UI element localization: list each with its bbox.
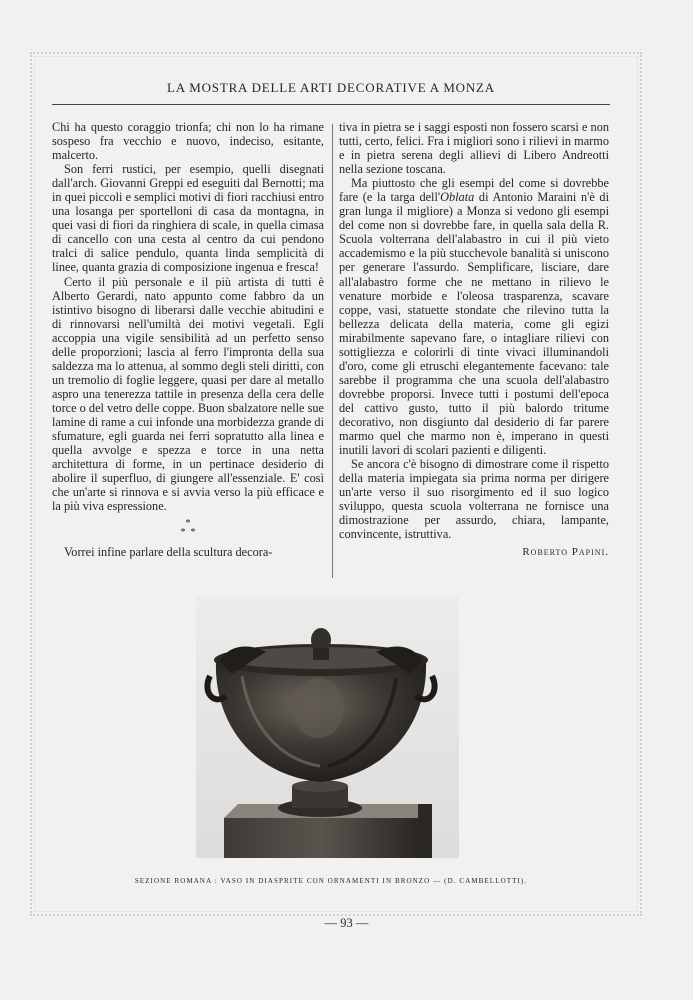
vase-photograph bbox=[196, 596, 459, 858]
author-signature: Roberto Papini. bbox=[522, 546, 609, 559]
figure-caption: SEZIONE ROMANA : VASO IN DIASPRITE CON ORNAMENTI IN BRONZO — (D. CAMBELLOTTI). bbox=[134, 877, 528, 885]
running-header: LA MOSTRA DELLE ARTI DECORATIVE A MONZA bbox=[167, 80, 495, 95]
page-number: — 93 — bbox=[324, 916, 369, 930]
left-column bbox=[52, 120, 324, 559]
column-divider bbox=[332, 124, 333, 578]
right-column bbox=[339, 120, 609, 559]
header-rule bbox=[52, 104, 610, 105]
paragraph: tiva in pietra se i saggi esposti non fossero scarsi e non tutti, certo, felici. Fra i migliori sono i rilievi in marmo e in pietra serena degli allievi di Libero Andreotti nella sezione toscana. bbox=[339, 120, 609, 177]
italic-title: Oblata bbox=[440, 190, 475, 205]
paragraph: Ma piuttosto che gli esempi del come si dovrebbe fare (e la targa dell'Oblata di Antonio Maraini n'è di gran lunga il migliore) a Monza si vedono gli esempi del come non si dovrebbe fare, in quella sala della R. Scuola volterrana dell'alabastro in cui il più vieto accademismo e la più stucchevole banalità si uniscono per generare l'assurdo. Semplificare, lisciare, dare all'alabastro forme che ne mettano in rilievo le venature morbide e l'oleosa trasparenza, scavare coppe, vasi, statuette stondate che rilevino tutta la bellezza delicata della materia, come gli egizi mirabilmente sapevano fare, o intagliare rilievi con sottigliezza e colorirli di tinte vivaci illuminandoli d'oro, come gli etruschi elegantemente facevano: tale sarebbe il programma che una scuola dell'alabastro dovrebbe proporsi. Invece tutti i postumi dell'epoca del cattivo gusto, tutto il più balordo tritume decorativo, non disgiunto dal desiderio di far parere marmo quel che marmo non è, imperano in questi inutili lavori di scolari pazienti e diligenti. bbox=[339, 176, 609, 458]
paragraph: Se ancora c'è bisogno di dimostrare come il rispetto della materia impiegata sia prima norma per dirigere un'arte verso il suo risorgimento ed il suo logico sviluppo, questa scuola volterrana ne fornisce una dimostrazione per assurdo, chiara, lampante, convincente, istruttiva. bbox=[339, 457, 609, 542]
asterism: * * * bbox=[180, 518, 196, 539]
paragraph: Certo il più personale e il più artista di tutti è Alberto Gerardi, nato appunto come fabbro da un istintivo bisogno di liberarsi dalle vecchie abitudini e di rinnovarsi nell'umiltà dei motivi vegetali. Egli accoppia una vigile sensibilità ad un perfetto senso delle proporzioni; lascia al ferro l'impronta della sua saldezza ma lo attenua, al sommo degli steli diritti, con un tremolio di foglie leggere, quasi per dare al metallo aspro una tenerezza tattile in presenza della cera delle torce o del vetro delle coppe. Buon sbalzatore nelle sue lamine di rame a cui infonde una morbidezza grande di sfumature, egli guarda nei ferri sopratutto alla linea e quella avvolge e spezza e torce in una netta architettura di forme, in un pertinace desiderio di abolire il superfluo, di giungere all'essenziale. E' così che un'arte si rinnova e si avvia verso la più efficace e la più viva espressione. bbox=[52, 274, 324, 514]
paragraph: Vorrei infine parlare della scultura decora- bbox=[64, 545, 273, 560]
paragraph: Son ferri rustici, per esempio, quelli disegnati dall'arch. Giovanni Greppi ed eseguiti dal Bernotti; ma in quei piccoli e semplici motivi di fiori racchiusi entro una losanga per sportelloni di casa da montagna, in quei vasi di fiori da ringhiera di scale, in quella cimasa di cancello con una cesta al centro da cui pendono tralci di salice pendulo, quanta linda semplicità di linee, quanta grazia di composizione ingenua e fresca! bbox=[52, 162, 324, 275]
paragraph: Chi ha questo coraggio trionfa; chi non lo ha rimane sospeso fra vecchio e nuovo, indeciso, esitante, malcerto. bbox=[52, 120, 324, 163]
